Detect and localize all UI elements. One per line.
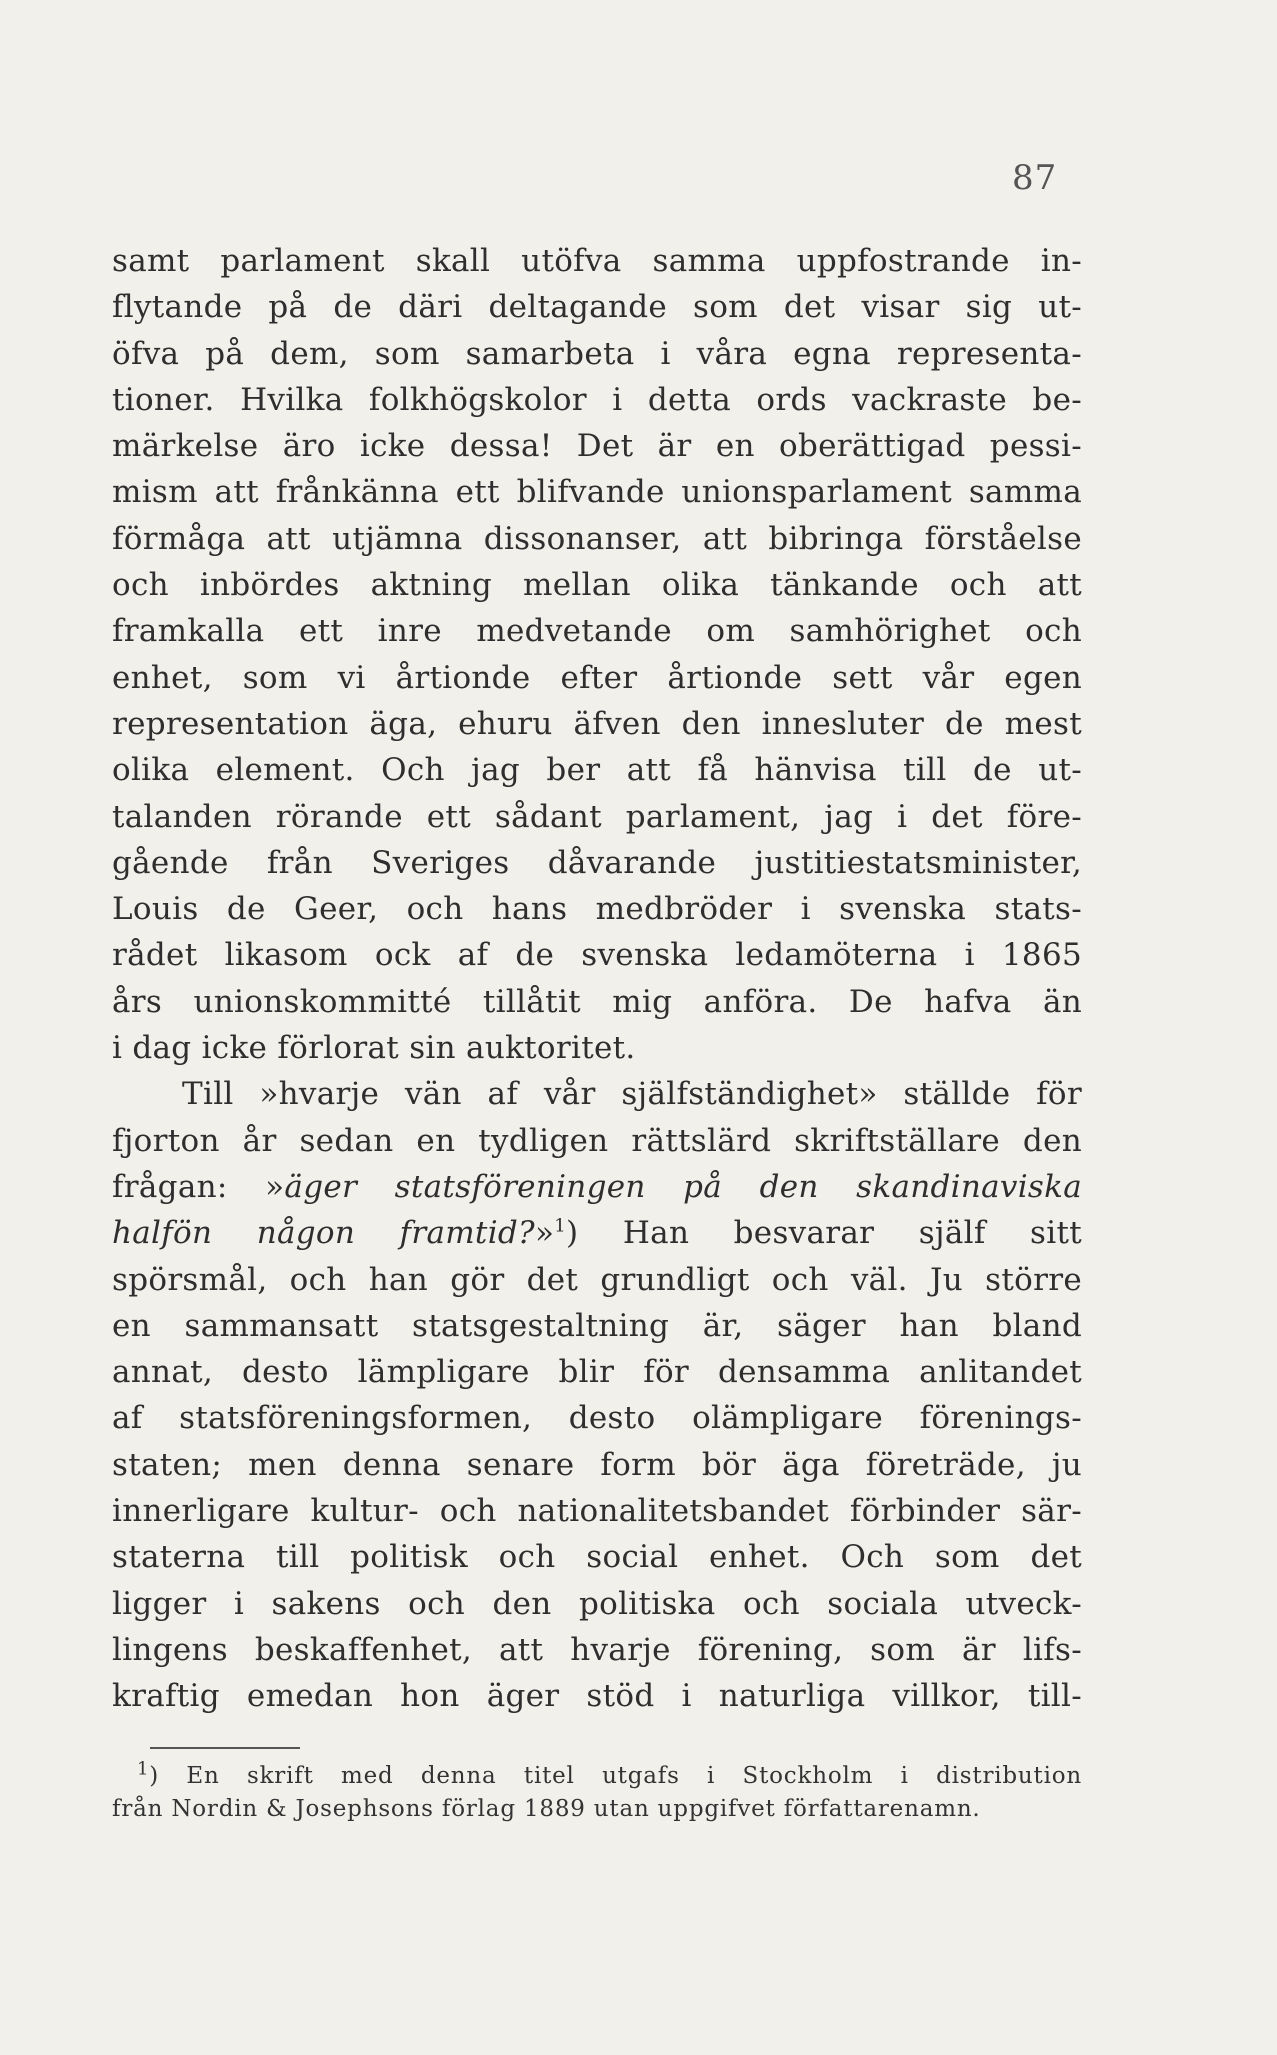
text-line: framkalla ett inre medvetande om samhörighet och — [112, 613, 1082, 650]
text-line: annat, desto lämpligare blir för densamma anlitandet — [112, 1354, 1082, 1391]
footnote-ref: 1 — [554, 1215, 567, 1237]
text-line: kraftig emedan hon äger stöd i naturliga villkor, till- — [112, 1678, 1082, 1715]
paragraph-1 — [112, 238, 1082, 1071]
text-line: innerligare kultur- och nationalitetsbandet förbinder sär- — [112, 1493, 1082, 1530]
text-line: af statsföreningsformen, desto olämpligare förenings- — [112, 1400, 1082, 1437]
text-line: märkelse äro icke dessa! Det är en oberättigad pessi- — [112, 428, 1082, 465]
text-line: Louis de Geer, och hans medbröder i svenska stats- — [112, 891, 1082, 928]
italic-text: halfön någon framtid? — [112, 1215, 535, 1252]
text-line: enhet, som vi årtionde efter årtionde sett vår egen — [112, 659, 1082, 696]
text-line: gående från Sveriges dåvarande justitiestatsminister, — [112, 844, 1082, 881]
text-line: års unionskommitté tillåtit mig anföra. De hafva än — [112, 983, 1082, 1020]
page-number: 87 — [1012, 158, 1058, 198]
text-line: tioner. Hvilka folkhögskolor i detta ords vackraste be- — [112, 381, 1082, 418]
text-line: staterna till politisk och social enhet. Och som det — [112, 1539, 1082, 1576]
footnote-marker: 1 — [137, 1758, 150, 1780]
text-run: » — [534, 1215, 555, 1252]
footnote-divider — [150, 1747, 300, 1749]
text-line: flytande på de däri deltagande som det visar sig ut- — [112, 289, 1082, 326]
text-line: lingens beskaffenhet, att hvarje förening, som är lifs- — [112, 1631, 1082, 1668]
italic-text: äger statsföreningen på den skandinaviska — [284, 1168, 1082, 1205]
text-line: samt parlament skall utöfva samma uppfostrande in- — [112, 243, 1082, 279]
body-text — [112, 238, 1082, 1720]
footnote-line — [112, 1760, 1082, 1793]
text-line: spörsmål, och han gör det grundligt och väl. Ju större — [112, 1261, 1082, 1298]
text-line: ligger i sakens och den politiska och sociala utveck- — [112, 1585, 1082, 1622]
text-run: ) En skrift med denna titel utgafs i Stockholm i distribution — [149, 1763, 1082, 1789]
text-line: i dag icke förlorat sin auktoritet. — [112, 1030, 636, 1067]
text-line: öfva på dem, som samarbeta i våra egna representa- — [112, 335, 1082, 372]
paragraph-2 — [112, 1257, 1082, 1720]
text-line: Till »hvarje vän af vår själfständighet» ställde för — [182, 1076, 1082, 1113]
text-line: olika element. Och jag ber att få hänvisa till de ut- — [112, 752, 1082, 789]
text-line: fjorton år sedan en tydligen rättslärd skriftställare den — [112, 1122, 1082, 1159]
text-run: ) Han besvarar själf sitt — [566, 1215, 1082, 1252]
text-line: och inbördes aktning mellan olika tänkande och att — [112, 567, 1082, 604]
text-line: en sammansatt statsgestaltning är, säger han bland — [112, 1307, 1082, 1344]
footnotes — [112, 1760, 1082, 1826]
text-line: mism att frånkänna ett blifvande unionsparlament samma — [112, 474, 1082, 511]
text-line: staten; men denna senare form bör äga företräde, ju — [112, 1446, 1082, 1483]
text-line: representation äga, ehuru äfven den innesluter de mest — [112, 705, 1082, 742]
text-line: talanden rörande ett sådant parlament, jag i det före- — [112, 798, 1082, 835]
text-line — [112, 1164, 1082, 1210]
text-line — [112, 1210, 1082, 1256]
footnote-line: från Nordin & Josephsons förlag 1889 utan uppgifvet författarenamn. — [112, 1796, 981, 1822]
text-run: frågan: » — [112, 1168, 285, 1205]
text-line: rådet likasom ock af de svenska ledamöterna i 1865 — [112, 937, 1082, 974]
text-line: förmåga att utjämna dissonanser, att bibringa förståelse — [112, 520, 1082, 557]
